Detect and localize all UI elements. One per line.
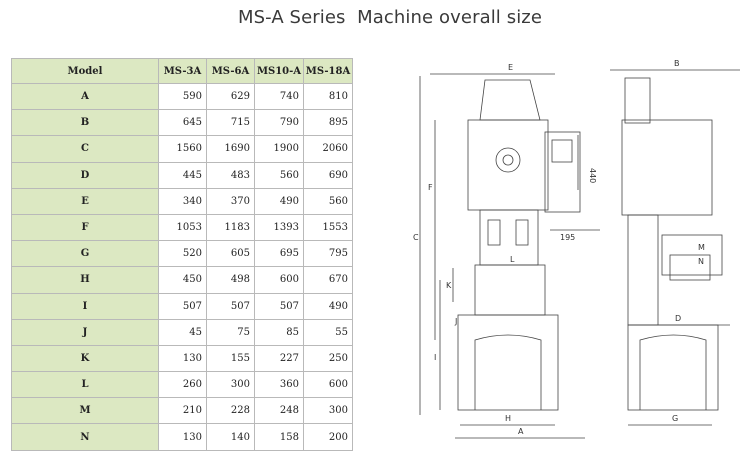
- row-label: C: [12, 136, 159, 162]
- front-ram-left-guide: [488, 220, 500, 245]
- side-bolster: [670, 255, 710, 280]
- header-ms10-a: MS10-A: [255, 59, 304, 84]
- table-row: [12, 162, 353, 188]
- front-flywheel: [496, 148, 520, 172]
- front-control-box: [545, 132, 580, 212]
- table-cell: 483: [207, 162, 255, 188]
- table-row: [12, 293, 353, 319]
- header-ms-6a: MS-6A: [207, 59, 255, 84]
- table-cell: 520: [159, 241, 207, 267]
- table-cell: 670: [304, 267, 353, 293]
- drawing-label-n: N: [698, 257, 704, 266]
- table-cell: 605: [207, 241, 255, 267]
- drawing-label-g: G: [672, 414, 679, 423]
- table-cell: 590: [159, 84, 207, 110]
- table-cell: 228: [207, 398, 255, 424]
- drawing-label-j: J: [455, 317, 458, 326]
- table-cell: 130: [159, 424, 207, 450]
- table-row: [12, 188, 353, 214]
- drawing-label-440: 440: [588, 168, 597, 184]
- table-cell: 2060: [304, 136, 353, 162]
- drawing-label-i: I: [434, 353, 437, 362]
- table-row: [12, 136, 353, 162]
- table-cell: 1690: [207, 136, 255, 162]
- row-label: A: [12, 84, 159, 110]
- table-cell: 600: [255, 267, 304, 293]
- table-cell: 1053: [159, 214, 207, 240]
- table-cell: 130: [159, 345, 207, 371]
- table-row: [12, 345, 353, 371]
- table-cell: 810: [304, 84, 353, 110]
- table-row: [12, 398, 353, 424]
- table-cell: 158: [255, 424, 304, 450]
- row-label: D: [12, 162, 159, 188]
- table-cell: 507: [159, 293, 207, 319]
- drawing-label-k: K: [446, 281, 452, 290]
- drawing-label-e: E: [508, 63, 514, 72]
- table-row: [12, 424, 353, 450]
- table-cell: 445: [159, 162, 207, 188]
- table-row: [12, 267, 353, 293]
- table-cell: 498: [207, 267, 255, 293]
- table-cell: 340: [159, 188, 207, 214]
- front-ram-right-guide: [516, 220, 528, 245]
- drawing-label-d: D: [675, 314, 682, 323]
- header-ms-3a: MS-3A: [159, 59, 207, 84]
- table-cell: 690: [304, 162, 353, 188]
- front-control-panel: [552, 140, 572, 162]
- table-cell: 200: [304, 424, 353, 450]
- table-cell: 795: [304, 241, 353, 267]
- row-label: G: [12, 241, 159, 267]
- table-cell: 75: [207, 319, 255, 345]
- drawing-label-h: H: [505, 414, 512, 423]
- table-cell: 300: [304, 398, 353, 424]
- table-cell: 490: [255, 188, 304, 214]
- table-cell: 370: [207, 188, 255, 214]
- table-cell: 790: [255, 110, 304, 136]
- table-cell: 740: [255, 84, 304, 110]
- side-base-arch: [640, 335, 706, 410]
- row-label: F: [12, 214, 159, 240]
- drawing-label-f: F: [428, 183, 433, 192]
- table-row: [12, 84, 353, 110]
- drawing-label-l: L: [510, 255, 515, 264]
- front-motor-cover: [480, 80, 540, 120]
- table-row: [12, 319, 353, 345]
- header-ms-18a: MS-18A: [304, 59, 353, 84]
- table-cell: 260: [159, 372, 207, 398]
- row-label: K: [12, 345, 159, 371]
- header-model: Model: [12, 59, 159, 84]
- drawing-label-b: B: [674, 59, 680, 68]
- side-base: [628, 325, 718, 410]
- table-cell: 140: [207, 424, 255, 450]
- table-row: [12, 241, 353, 267]
- table-cell: 55: [304, 319, 353, 345]
- table-cell: 227: [255, 345, 304, 371]
- row-label: B: [12, 110, 159, 136]
- table-cell: 300: [207, 372, 255, 398]
- table-cell: 1393: [255, 214, 304, 240]
- row-label: J: [12, 319, 159, 345]
- table-cell: 1553: [304, 214, 353, 240]
- table-cell: 560: [304, 188, 353, 214]
- drawing-label-195: 195: [560, 233, 576, 242]
- row-label: L: [12, 372, 159, 398]
- front-base: [458, 315, 558, 410]
- table-row: [12, 214, 353, 240]
- table-cell: 248: [255, 398, 304, 424]
- table-cell: 695: [255, 241, 304, 267]
- table-cell: 450: [159, 267, 207, 293]
- side-motor: [625, 78, 650, 123]
- row-label: I: [12, 293, 159, 319]
- page-title: MS-A Series Machine overall size: [237, 7, 543, 28]
- table-cell: 360: [255, 372, 304, 398]
- row-label: N: [12, 424, 159, 450]
- side-head: [622, 120, 712, 215]
- table-body: [12, 84, 353, 451]
- size-table: [11, 58, 353, 451]
- table-cell: 629: [207, 84, 255, 110]
- table-cell: 895: [304, 110, 353, 136]
- table-row: [12, 372, 353, 398]
- table-cell: 560: [255, 162, 304, 188]
- table-cell: 490: [304, 293, 353, 319]
- table-cell: 210: [159, 398, 207, 424]
- drawing-label-m: M: [698, 243, 705, 252]
- table-cell: 250: [304, 345, 353, 371]
- table-cell: 715: [207, 110, 255, 136]
- row-label: H: [12, 267, 159, 293]
- table-cell: 645: [159, 110, 207, 136]
- table-cell: 507: [255, 293, 304, 319]
- table-cell: 1183: [207, 214, 255, 240]
- table-row: [12, 110, 353, 136]
- table-header-row: [12, 59, 353, 84]
- machine-drawing: [400, 40, 745, 440]
- table-cell: 155: [207, 345, 255, 371]
- table-cell: 1560: [159, 136, 207, 162]
- row-label: E: [12, 188, 159, 214]
- side-column: [628, 215, 658, 325]
- table-cell: 1900: [255, 136, 304, 162]
- table-cell: 85: [255, 319, 304, 345]
- front-column: [475, 265, 545, 315]
- drawing-label-c: C: [413, 233, 419, 242]
- front-ram: [480, 210, 538, 265]
- table-cell: 507: [207, 293, 255, 319]
- drawing-label-a: A: [518, 427, 524, 436]
- front-flywheel-hub: [503, 155, 513, 165]
- table-cell: 600: [304, 372, 353, 398]
- table-cell: 45: [159, 319, 207, 345]
- front-base-arch: [475, 335, 541, 410]
- row-label: M: [12, 398, 159, 424]
